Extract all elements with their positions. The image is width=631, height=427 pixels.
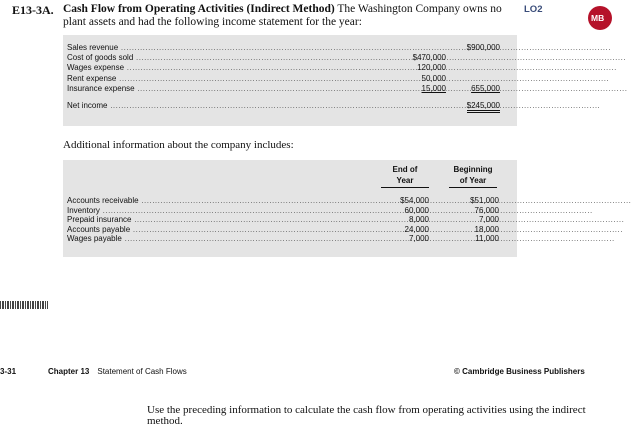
amount-value: 50,000 bbox=[421, 73, 446, 83]
exercise-title-rest: The Washington Company owns no bbox=[334, 3, 502, 15]
income-row-amount-c2 bbox=[448, 84, 500, 93]
income-row-amount-c2 bbox=[448, 101, 500, 110]
balance-changes-table bbox=[63, 160, 517, 257]
balance-row-label: Inventory ..... bbox=[67, 206, 379, 215]
income-row-amount-c1 bbox=[401, 53, 446, 62]
column-header-begin-line2: of Year bbox=[459, 176, 487, 185]
balance-end-value: 7,000 bbox=[408, 234, 429, 244]
page-number: 3-31 bbox=[0, 367, 17, 376]
exercise-title-bold: Cash Flow from Operating Activities (Indirect Method) bbox=[63, 3, 335, 15]
income-row-amount-c1 bbox=[401, 63, 446, 72]
income-statement-table bbox=[63, 35, 517, 126]
amount-value: $470,000 bbox=[412, 53, 446, 63]
income-row-amount-c1 bbox=[401, 74, 446, 83]
chapter-title: Statement of Cash Flows bbox=[97, 367, 187, 376]
balance-begin-value: 18,000 bbox=[474, 224, 499, 234]
balance-end-value: 60,000 bbox=[404, 205, 429, 215]
income-row-amount-c1 bbox=[401, 84, 446, 93]
column-header-begin-line1: Beginning bbox=[453, 165, 493, 174]
balance-row-label: Accounts payable ..... bbox=[67, 225, 379, 234]
balance-end-value: 8,000 bbox=[408, 215, 429, 225]
income-row-label: Insurance expense ..... bbox=[67, 84, 395, 93]
income-row-label: Net income ..... bbox=[67, 101, 395, 110]
amount-value: 15,000 bbox=[421, 83, 446, 93]
amount-value: $245,000 bbox=[467, 101, 500, 113]
column-header-rule-end bbox=[381, 187, 429, 188]
column-header-beginning-of-year bbox=[443, 164, 503, 186]
exercise-code: E13-3A. bbox=[12, 3, 54, 17]
amount-value: $900,000 bbox=[466, 43, 500, 52]
balance-end-value: 24,000 bbox=[404, 224, 429, 234]
column-header-end-line1: End of bbox=[392, 165, 418, 174]
balance-begin-value: $51,000 bbox=[470, 196, 499, 205]
learning-objective-label: LO2 bbox=[524, 4, 543, 15]
balance-begin-value: 7,000 bbox=[478, 215, 499, 225]
exercise-title bbox=[63, 3, 502, 15]
balance-row-label: Wages payable ..... bbox=[67, 234, 379, 243]
balance-begin-value: 76,000 bbox=[474, 205, 499, 215]
income-row-label: Sales revenue ..... bbox=[67, 43, 395, 52]
income-row-label: Wages expense ..... bbox=[67, 63, 395, 72]
column-header-rule-begin bbox=[449, 187, 497, 188]
chapter-label: Chapter 13 bbox=[48, 367, 90, 376]
income-row-amount-c2 bbox=[448, 43, 500, 52]
column-header-end-of-year bbox=[379, 164, 431, 186]
income-row-label: Cost of goods sold ..... bbox=[67, 53, 395, 62]
publisher-credit: © Cambridge Business Publishers bbox=[454, 367, 585, 376]
additional-info-text: Additional information about the company includes: bbox=[63, 139, 294, 151]
mbc-badge-icon[interactable]: MB bbox=[588, 6, 612, 30]
balance-row-label: Prepaid insurance ..... bbox=[67, 215, 379, 224]
amount-value: 655,000 bbox=[471, 83, 500, 93]
chapter-footer bbox=[48, 367, 187, 376]
barcode-strip bbox=[0, 301, 48, 309]
amount-value: 120,000 bbox=[417, 63, 446, 73]
column-header-end-line2: Year bbox=[396, 176, 414, 185]
exercise-description: plant assets and had the following income statement for the year: bbox=[63, 16, 362, 28]
balance-end-value: $54,000 bbox=[400, 196, 429, 205]
balance-begin-value: 11,000 bbox=[475, 234, 499, 244]
income-row-label: Rent expense ..... bbox=[67, 74, 395, 83]
balance-row-label: Accounts receivable ..... bbox=[67, 196, 379, 205]
exercise-instruction: Use the preceding information to calculate the cash flow from operating activities using the indirect method. bbox=[147, 404, 586, 427]
